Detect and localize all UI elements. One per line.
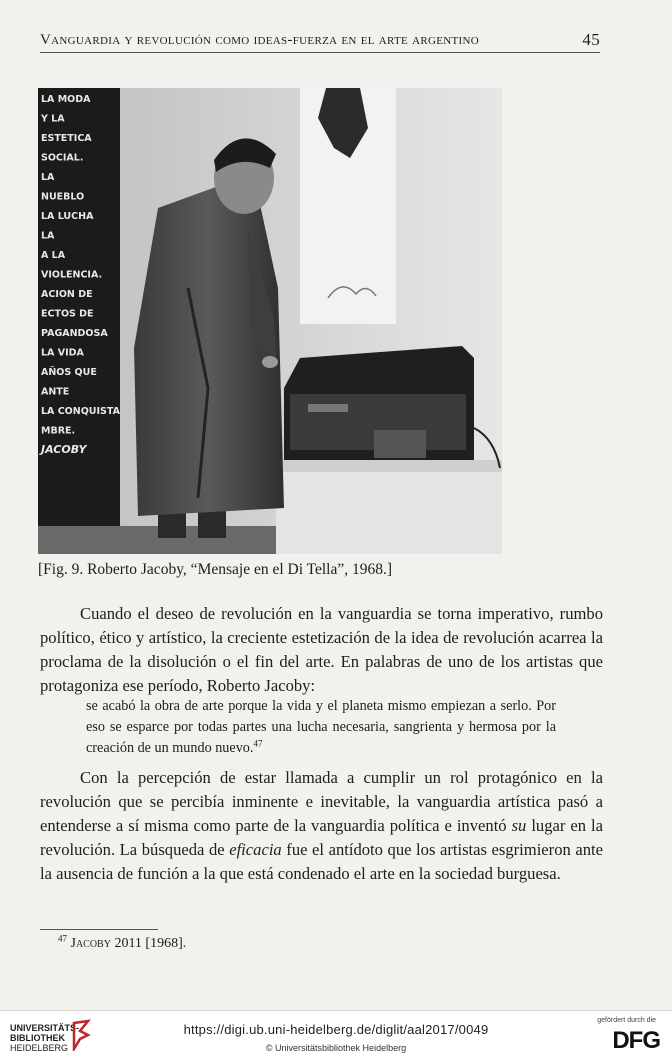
quote-text: se acabó la obra de arte porque la vida y el planeta mismo empiezan a serlo. Por eso se esparce por todas partes una lucha necesaria, sangrienta y hermosa por la creación de un mundo nuevo.	[86, 698, 556, 756]
teletype-stand	[276, 466, 502, 554]
photo-illustration	[38, 88, 502, 554]
block-quote	[86, 696, 556, 759]
figure-photo	[38, 88, 502, 554]
running-head	[40, 32, 600, 53]
logo-line-3: HEIDELBERG	[10, 1043, 69, 1053]
running-head-title: Vanguardia y revolución como ideas-fuerza en el arte argentino	[40, 32, 479, 48]
slogan-line: A LA	[41, 250, 66, 261]
funder-note: gefördert durch die	[597, 1017, 656, 1024]
logo-line-1: UNIVERSITÄTS-	[10, 1023, 80, 1033]
footnote-ref-47[interactable]: 47	[253, 738, 263, 749]
copyright-notice: © Universitätsbibliothek Heidelberg	[265, 1043, 407, 1053]
slogan-line: ESTETICA	[41, 133, 92, 144]
footnote-number: 47	[58, 933, 67, 944]
emphasis-su: su	[511, 816, 527, 835]
slogan-line: AÑOS QUE	[41, 367, 97, 378]
slogan-line: LA VIDA	[41, 347, 84, 359]
permalink-url[interactable]: https://digi.ub.uni-heidelberg.de/diglit/aal2017/0049	[183, 1022, 489, 1037]
slogan-line: ANTE	[41, 386, 70, 398]
figure-caption: [Fig. 9. Roberto Jacoby, “Mensaje en el Di Tella”, 1968.]	[38, 561, 393, 578]
emphasis-eficacia: eficacia	[229, 840, 282, 859]
paragraph-1-text: Cuando el deseo de revolución en la vanguardia se torna imperativo, rumbo político, ético y artístico, la creciente estetización de la idea de revolución acarrea la proclama de la disolución o el fin del arte. En palabras de uno de los artistas que protagoniza ese período, Roberto Jacoby:	[40, 604, 603, 695]
logo-line-2: BIBLIOTHEK	[10, 1033, 65, 1043]
slogan-line: ECTOS DE	[41, 308, 94, 320]
footnote-47	[58, 933, 187, 952]
slogan-line: JACOBY	[41, 443, 87, 456]
paragraph-1	[40, 602, 603, 698]
slogan-line: LA LUCHA	[41, 211, 94, 222]
slogan-line: LA CONQUISTA	[41, 406, 120, 417]
slogan-line: ACION DE	[41, 289, 93, 300]
slogan-line: PAGANDOSA	[41, 328, 108, 339]
slogan-line: NUEBLO	[41, 191, 85, 203]
slogan-line: Y LA	[41, 113, 65, 125]
footnote-divider	[40, 929, 158, 930]
footnote-author: Jacoby	[70, 936, 111, 951]
slogan-line: LA MODA	[41, 94, 91, 105]
slogan-line: SOCIAL.	[41, 152, 84, 164]
paragraph-2-text-a: Con la percepción de estar llamada a cumplir un rol protagónico en la revolución que se percibía inminente e inevitable, la vanguardia artística pasó a entenderse a sí misma como parte de la vanguardia política e inventó	[40, 768, 603, 835]
dfg-logo[interactable]: DFG	[612, 1027, 660, 1054]
paragraph-2	[40, 766, 603, 886]
paragraph-2-text-b: lugar en la revolución. La búsqueda de	[40, 816, 603, 859]
page-number: 45	[582, 30, 600, 49]
slogan-line: MBRE.	[41, 425, 76, 437]
slogan-line: VIOLENCIA.	[41, 269, 103, 281]
viewer-footer	[0, 1010, 672, 1060]
slogan-line: LA	[41, 230, 55, 242]
paragraph-2-text-c: fue el antídoto que los artistas esgrimieron ante la ausencia de función a la que está condenado el arte en la sociedad burguesa.	[40, 840, 603, 883]
slogan-line: LA	[41, 172, 55, 183]
footnote-reference: 2011 [1968].	[110, 936, 187, 951]
